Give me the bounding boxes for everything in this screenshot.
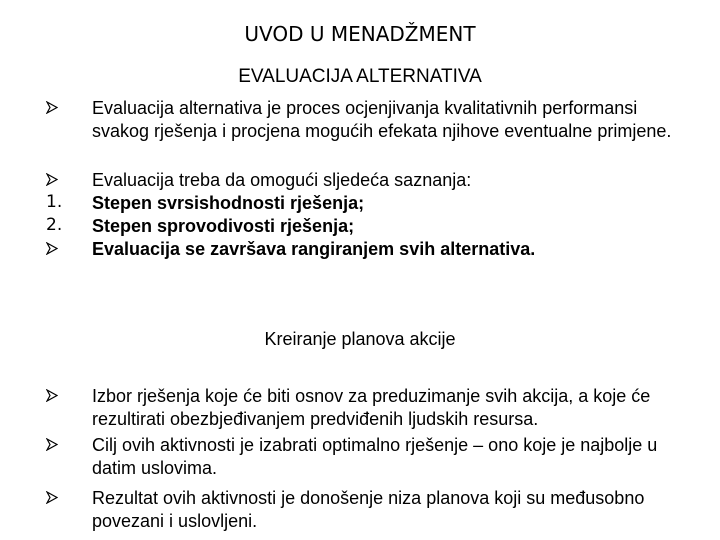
kreiranje-list: [0, 385, 720, 536]
list-item: [0, 97, 720, 169]
list-item-text: Evaluacija treba da omogući sljedeća saznanja:: [92, 170, 472, 190]
list-item: [0, 487, 720, 536]
list-item: [0, 192, 720, 215]
list-item-text: Evaluacija se završava rangiranjem svih alternativa.: [92, 239, 536, 259]
list-item-text: Stepen svrsishodnosti rješenja;: [92, 193, 365, 213]
list-item: [0, 238, 720, 261]
list-item-text: Cilj ovih aktivnosti je izabrati optimalno rješenje – ono koje je najbolje u datim uslovima.: [92, 435, 658, 478]
slide-title: UVOD U MENADŽMENT: [244, 22, 476, 46]
evaluacija-list: [0, 97, 720, 261]
list-item: [0, 169, 720, 192]
arrow-bullet-icon: [46, 434, 76, 456]
list-number: 2.: [46, 215, 63, 235]
list-item-text: Stepen sprovodivosti rješenja;: [92, 216, 355, 236]
section-heading-evaluacija: EVALUACIJA ALTERNATIVA: [238, 66, 482, 87]
arrow-bullet-icon: [46, 385, 76, 407]
list-item: [0, 434, 720, 487]
arrow-bullet-icon: [46, 97, 76, 119]
list-item: [0, 215, 720, 238]
arrow-bullet-icon: [46, 238, 76, 260]
arrow-bullet-icon: [46, 169, 76, 191]
list-item-text: Evaluacija alternativa je proces ocjenjivanja kvalitativnih performansi svakog rješenja i procjena mogućih efekata njihove eventualne primjene.: [92, 98, 672, 141]
section-heading-kreiranje: Kreiranje planova akcije: [264, 329, 456, 349]
list-item: [0, 385, 720, 434]
list-item-text: Izbor rješenja koje će biti osnov za preduzimanje svih akcija, a koje će rezultirati obezbjeđivanjem predviđenih ljudskih resursa.: [92, 386, 651, 429]
list-number: 1.: [46, 192, 63, 212]
arrow-bullet-icon: [46, 487, 76, 509]
list-item-text: Rezultat ovih aktivnosti je donošenje niza planova koji su međusobno povezani i uslovljeni.: [92, 488, 645, 531]
